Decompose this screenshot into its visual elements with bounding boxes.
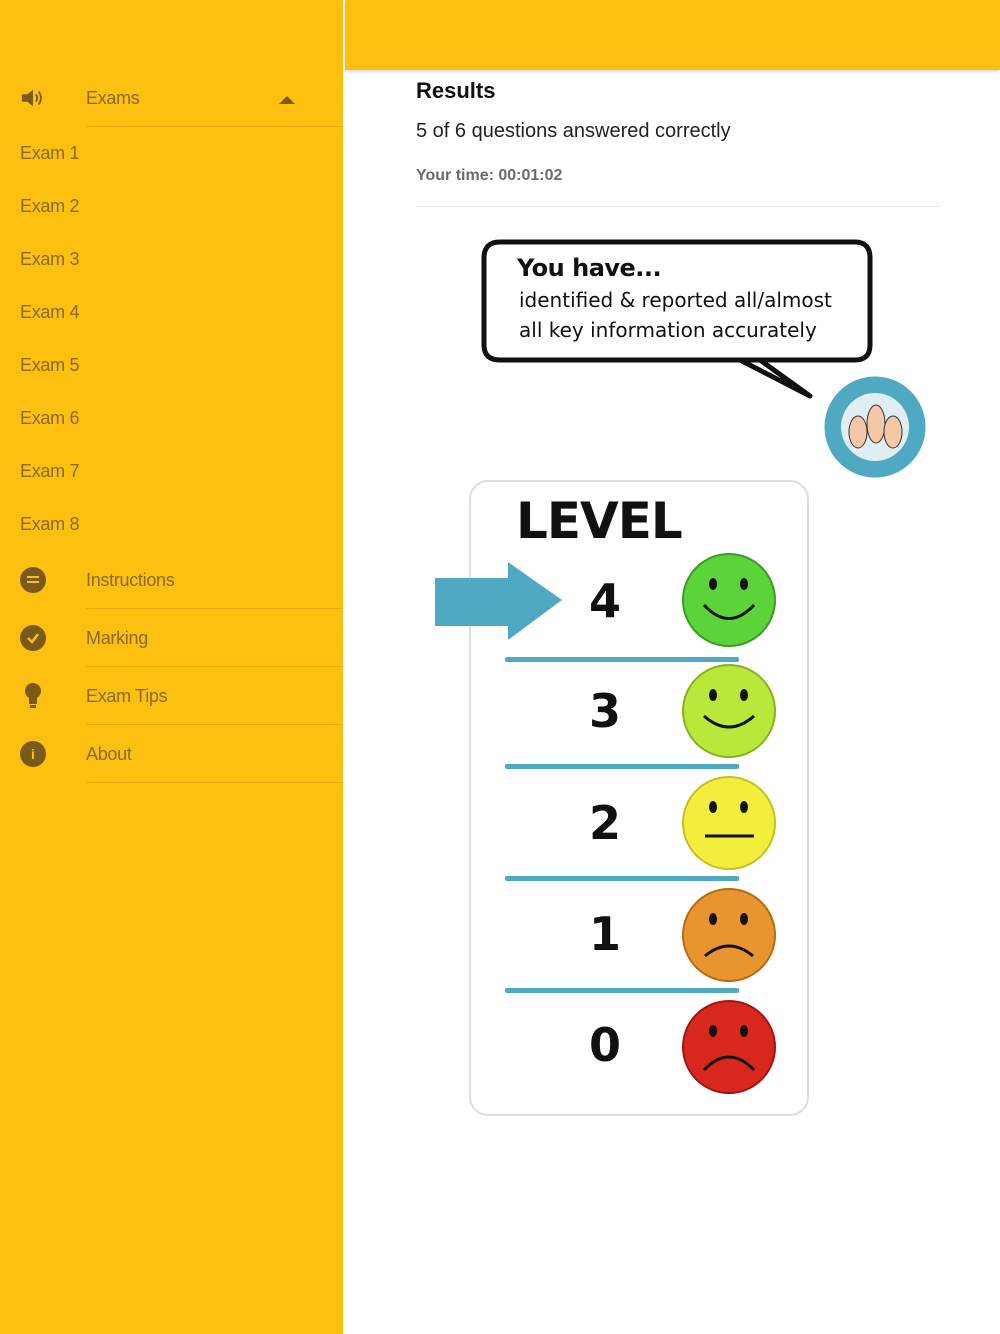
- level-number: 0: [588, 1018, 621, 1072]
- neutral-face-icon: [683, 777, 775, 869]
- sidebar-item-exam-1[interactable]: [0, 127, 343, 180]
- sidebar-item-label: Exam 4: [20, 302, 80, 322]
- check-circle-icon: [20, 625, 46, 651]
- sidebar-item-label: Marking: [86, 628, 148, 648]
- list-icon: [20, 567, 46, 593]
- sad-face-icon: [683, 889, 775, 981]
- level-separator: [505, 876, 739, 881]
- sidebar-item-exams[interactable]: [0, 70, 343, 127]
- feedback-heading: You have...: [517, 254, 662, 282]
- sidebar-item-exam-3[interactable]: [0, 233, 343, 286]
- divider: [86, 666, 343, 667]
- sidebar-item-label: Exam 1: [20, 143, 80, 163]
- sidebar-item-label: Instructions: [86, 570, 175, 590]
- app-header: [345, 0, 1000, 70]
- level-number: 4: [588, 574, 621, 628]
- feedback-line-2: all key information accurately: [519, 318, 817, 342]
- smile-face-icon: [683, 665, 775, 757]
- level-number: 2: [588, 796, 621, 850]
- level-separator: [505, 764, 739, 769]
- sidebar-header: [0, 0, 343, 70]
- sidebar-item-exam-4[interactable]: [0, 286, 343, 339]
- sidebar-item-label: Exam 6: [20, 408, 80, 428]
- sidebar-item-marking[interactable]: [0, 610, 343, 667]
- level-title: LEVEL: [516, 492, 682, 550]
- sidebar-item-exam-tips[interactable]: [0, 668, 343, 725]
- sidebar-item-label: Exam Tips: [86, 686, 168, 706]
- sidebar-item-instructions[interactable]: [0, 552, 343, 609]
- divider: [86, 724, 343, 725]
- divider: [86, 782, 343, 783]
- feedback-line-1: identified & reported all/almost: [519, 288, 832, 312]
- info-icon: i: [20, 741, 46, 767]
- sidebar-item-label: Exam 7: [20, 461, 80, 481]
- sidebar-item-label: Exam 5: [20, 355, 80, 375]
- sidebar-item-exam-5[interactable]: [0, 339, 343, 392]
- sidebar-item-exam-2[interactable]: [0, 180, 343, 233]
- sidebar-item-label: Exam 8: [20, 514, 80, 534]
- fingertips-logo: [823, 375, 927, 479]
- level-number: 3: [588, 684, 621, 738]
- sidebar: [0, 70, 343, 1334]
- results-time: Your time: 00:01:02: [416, 167, 563, 184]
- results-title: Results: [416, 78, 496, 103]
- level-number: 1: [588, 907, 621, 961]
- very-sad-face-icon: [683, 1001, 775, 1093]
- sidebar-item-exam-6[interactable]: [0, 392, 343, 445]
- chevron-up-icon[interactable]: [278, 92, 296, 110]
- sidebar-item-label: About: [86, 744, 132, 764]
- sidebar-item-label: Exam 3: [20, 249, 80, 269]
- divider: [86, 608, 343, 609]
- sidebar-item-label: Exam 2: [20, 196, 80, 216]
- sidebar-item-about[interactable]: [0, 726, 343, 783]
- divider: [416, 206, 940, 207]
- speaker-icon: [20, 85, 46, 111]
- level-separator: [505, 657, 739, 662]
- sidebar-item-exam-8[interactable]: [0, 498, 343, 551]
- sidebar-item-exam-7[interactable]: [0, 445, 343, 498]
- lightbulb-icon: [20, 683, 46, 709]
- happy-face-icon: [683, 554, 775, 646]
- sidebar-item-label: Exams: [86, 88, 140, 108]
- level-separator: [505, 988, 739, 993]
- result-illustration: [420, 228, 940, 1128]
- results-score: 5 of 6 questions answered correctly: [416, 120, 731, 142]
